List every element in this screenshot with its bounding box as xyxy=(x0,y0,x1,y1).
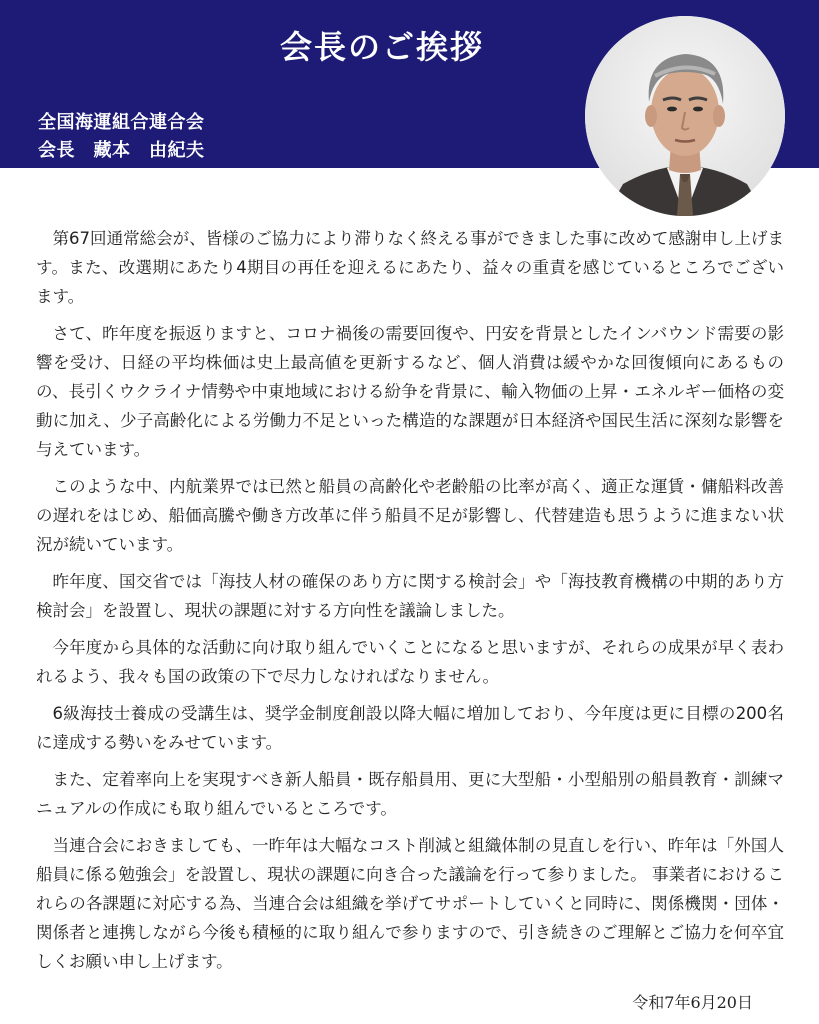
paragraph: 6級海技士養成の受講生は、奨学金制度創設以降大幅に増加しており、今年度は更に目標の200名に達成する勢いをみせています。 xyxy=(36,704,784,752)
date-line: 令和7年6月20日 xyxy=(632,993,753,1012)
paragraph: 昨年度、国交省では「海技人材の確保のあり方に関する検討会」や「海技教育機構の中期的あり方検討会」を設置し、現状の課題に対する方向性を議論しました。 xyxy=(36,572,784,620)
organization-name: 全国海運組合連合会 xyxy=(38,112,205,133)
chairman-name: 会長 藏本 由紀夫 xyxy=(38,140,205,161)
paragraph: 当連合会におきましても、一昨年は大幅なコスト削減と組織体制の見直しを行い、昨年は「外国人船員に係る勉強会」を設置し、現状の課題に向き合った議論を行って参りました。 事業者におけるこれらの各課題に対応する為、当連合会は組織を挙げてサポートしていくと同時に、関係機関・団体・関係者と連携しながら今後も積極的に取り組んで参りますので、引き続きのご理解とご協力を何卒宜しくお願い申し上げます。 xyxy=(36,836,784,971)
greeting-body xyxy=(36,224,784,984)
page-title: 会長のご挨拶 xyxy=(279,28,484,66)
paragraph: 今年度から具体的な活動に向け取り組んでいくことになると思いますが、それらの成果が早く表われるよう、我々も国の政策の下で尽力しなければなりません。 xyxy=(36,638,785,686)
paragraph: 第67回通常総会が、皆様のご協力により滞りなく終える事ができました事に改めて感謝申し上げます。また、改選期にあたり4期目の再任を迎えるにあたり、益々の重責を感じているところでございます。 xyxy=(36,229,784,306)
paragraph: また、定着率向上を実現すべき新人船員・既存船員用、更に大型船・小型船別の船員教育・訓練マニュアルの作成にも取り組んでいるところです。 xyxy=(36,770,784,818)
paragraph: さて、昨年度を振返りますと、コロナ禍後の需要回復や、円安を背景としたインバウンド需要の影響を受け、日経の平均株価は史上最高値を更新するなど、個人消費は緩やかな回復傾向にあるものの、長引くウクライナ情勢や中東地域における紛争を背景に、輸入物価の上昇・エネルギー価格の変動に加え、少子高齢化による労働力不足といった構造的な課題が日本経済や国民生活に深刻な影響を与えています。 xyxy=(36,324,784,459)
paragraph: このような中、内航業界では已然と船員の高齢化や老齢船の比率が高く、適正な運賃・傭船料改善の遅れをはじめ、船価高騰や働き方改革に伴う船員不足が影響し、代替建造も思うように進まない状況が続いています。 xyxy=(36,477,784,554)
portrait-photo xyxy=(585,16,785,216)
portrait-illustration xyxy=(585,16,785,216)
